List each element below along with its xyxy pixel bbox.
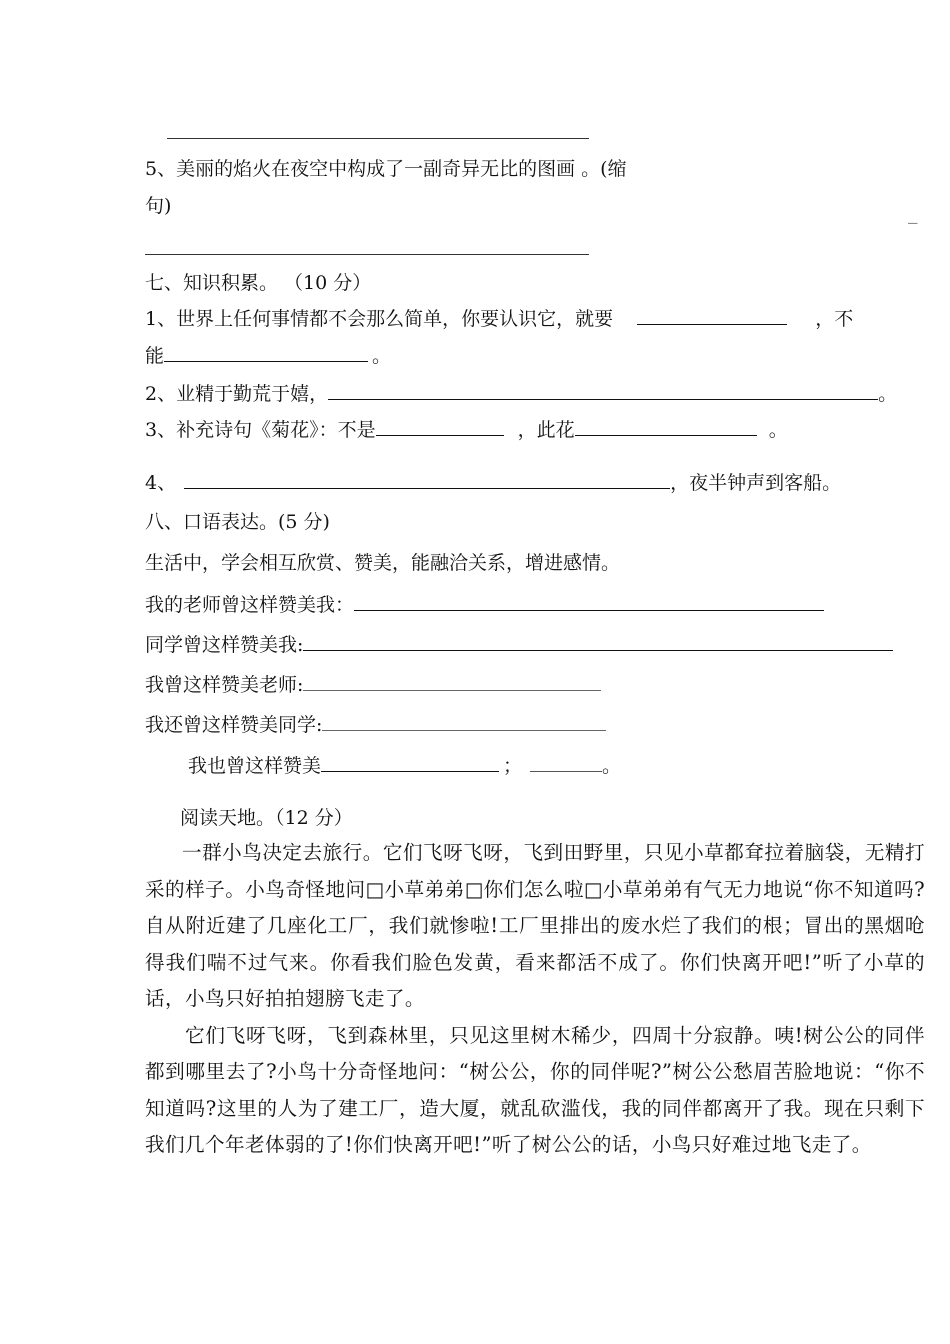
s7-item-3-text: 3、补充诗句《菊花》：不是 <box>145 419 376 441</box>
s7-item-2-end: 。 <box>878 383 898 405</box>
s7-item-1-text-b: ，不 <box>815 308 854 330</box>
s8-line-4 <box>145 712 606 738</box>
s7-item-3-text-b: ，此花 <box>517 419 575 441</box>
section-8-title: 八、口语表达。(5 分) <box>145 511 330 533</box>
s7-item-3-blank-1[interactable] <box>376 417 504 436</box>
reading-title: 阅读天地。（12 分） <box>180 807 353 829</box>
s8-line-1-blank[interactable] <box>354 592 824 611</box>
question-5-text-cont: 句) <box>145 195 172 217</box>
s8-line-3-blank[interactable] <box>303 672 601 691</box>
s8-line-5-end: 。 <box>602 755 622 777</box>
s7-item-1-end: 。 <box>372 345 392 367</box>
s8-line-3 <box>145 672 601 698</box>
s7-item-4-text: 4、 <box>145 472 177 494</box>
s8-line-5-text: 我也曾这样赞美 <box>188 755 322 777</box>
s7-item-3-end: 。 <box>768 419 788 441</box>
s8-line-1 <box>145 592 824 618</box>
s8-line-2-text: 同学曾这样赞美我: <box>145 634 304 656</box>
answer-line-top <box>167 138 589 139</box>
s8-line-5 <box>188 753 621 779</box>
s8-line-5-blank-1[interactable] <box>321 753 499 772</box>
s8-line-5-blank-2[interactable] <box>530 753 602 772</box>
s7-item-4 <box>145 470 841 496</box>
s7-item-4-blank[interactable] <box>184 470 670 489</box>
s8-line-5-sep: ； <box>503 755 523 777</box>
reading-paragraph-2: 它们飞呀飞呀，飞到森林里，只见这里树木稀少，四周十分寂静。咦!树公公的同伴都到哪里去了?小鸟十分奇怪地问：“树公公，你的同伴呢?”树公公愁眉苦脸地说：“你不知道吗?这里的人为了建工厂，造大厦，就乱砍滥伐，我的同伴都离开了我。现在只剩下我们几个年老体弱的了!你们快离开吧!”听了树公公的话，小鸟只好难过地飞走了。 <box>145 1023 925 1156</box>
question-5-answer-line[interactable] <box>145 254 589 255</box>
s7-item-1 <box>145 306 853 332</box>
s8-line-2-blank[interactable] <box>303 632 893 651</box>
s7-item-2-text: 2、业精于勤荒于嬉， <box>145 383 329 405</box>
s8-line-1-text: 我的老师曾这样赞美我： <box>145 594 355 616</box>
s7-item-1-text: 1、世界上任何事情都不会那么简单，你要认识它，就要 <box>145 308 614 330</box>
s7-item-2-blank[interactable] <box>328 381 878 400</box>
s7-item-1-text-c: 能 <box>145 345 165 367</box>
question-5-text: 5、美丽的焰火在夜空中构成了一副奇异无比的图画 。(缩 <box>145 158 627 180</box>
section-8-intro: 生活中，学会相互欣赏、赞美，能融洽关系，增进感情。 <box>145 552 621 574</box>
stray-mark: _ <box>908 202 918 224</box>
s7-item-1-blank-1[interactable] <box>637 306 787 325</box>
reading-passage <box>145 835 925 1164</box>
section-7-title: 七、知识积累。 （10 分） <box>145 272 372 294</box>
s8-line-4-blank[interactable] <box>322 712 606 731</box>
s7-item-1-blank-2[interactable] <box>164 343 368 362</box>
s7-item-4-text-b: ，夜半钟声到客船。 <box>670 472 842 494</box>
s8-line-3-text: 我曾这样赞美老师: <box>145 674 304 696</box>
s7-item-3-blank-2[interactable] <box>575 417 757 436</box>
s8-line-2 <box>145 632 893 658</box>
reading-paragraph-1: 一群小鸟决定去旅行。它们飞呀飞呀，飞到田野里，只见小草都耷拉着脑袋，无精打采的样子。小鸟奇怪地问□小草弟弟□你们怎么啦□小草弟弟有气无力地说“你不知道吗?自从附近建了几座化工厂，我们就惨啦!工厂里排出的废水烂了我们的根；冒出的黑烟呛得我们喘不过气来。你看我们脸色发黄，看来都活不成了。你们快离开吧!”听了小草的话，小鸟只好拍拍翅膀飞走了。 <box>145 841 925 1010</box>
s7-item-2 <box>145 381 897 407</box>
s7-item-1-cont <box>145 343 391 369</box>
s7-item-3 <box>145 417 788 443</box>
s8-line-4-text: 我还曾这样赞美同学: <box>145 714 323 736</box>
